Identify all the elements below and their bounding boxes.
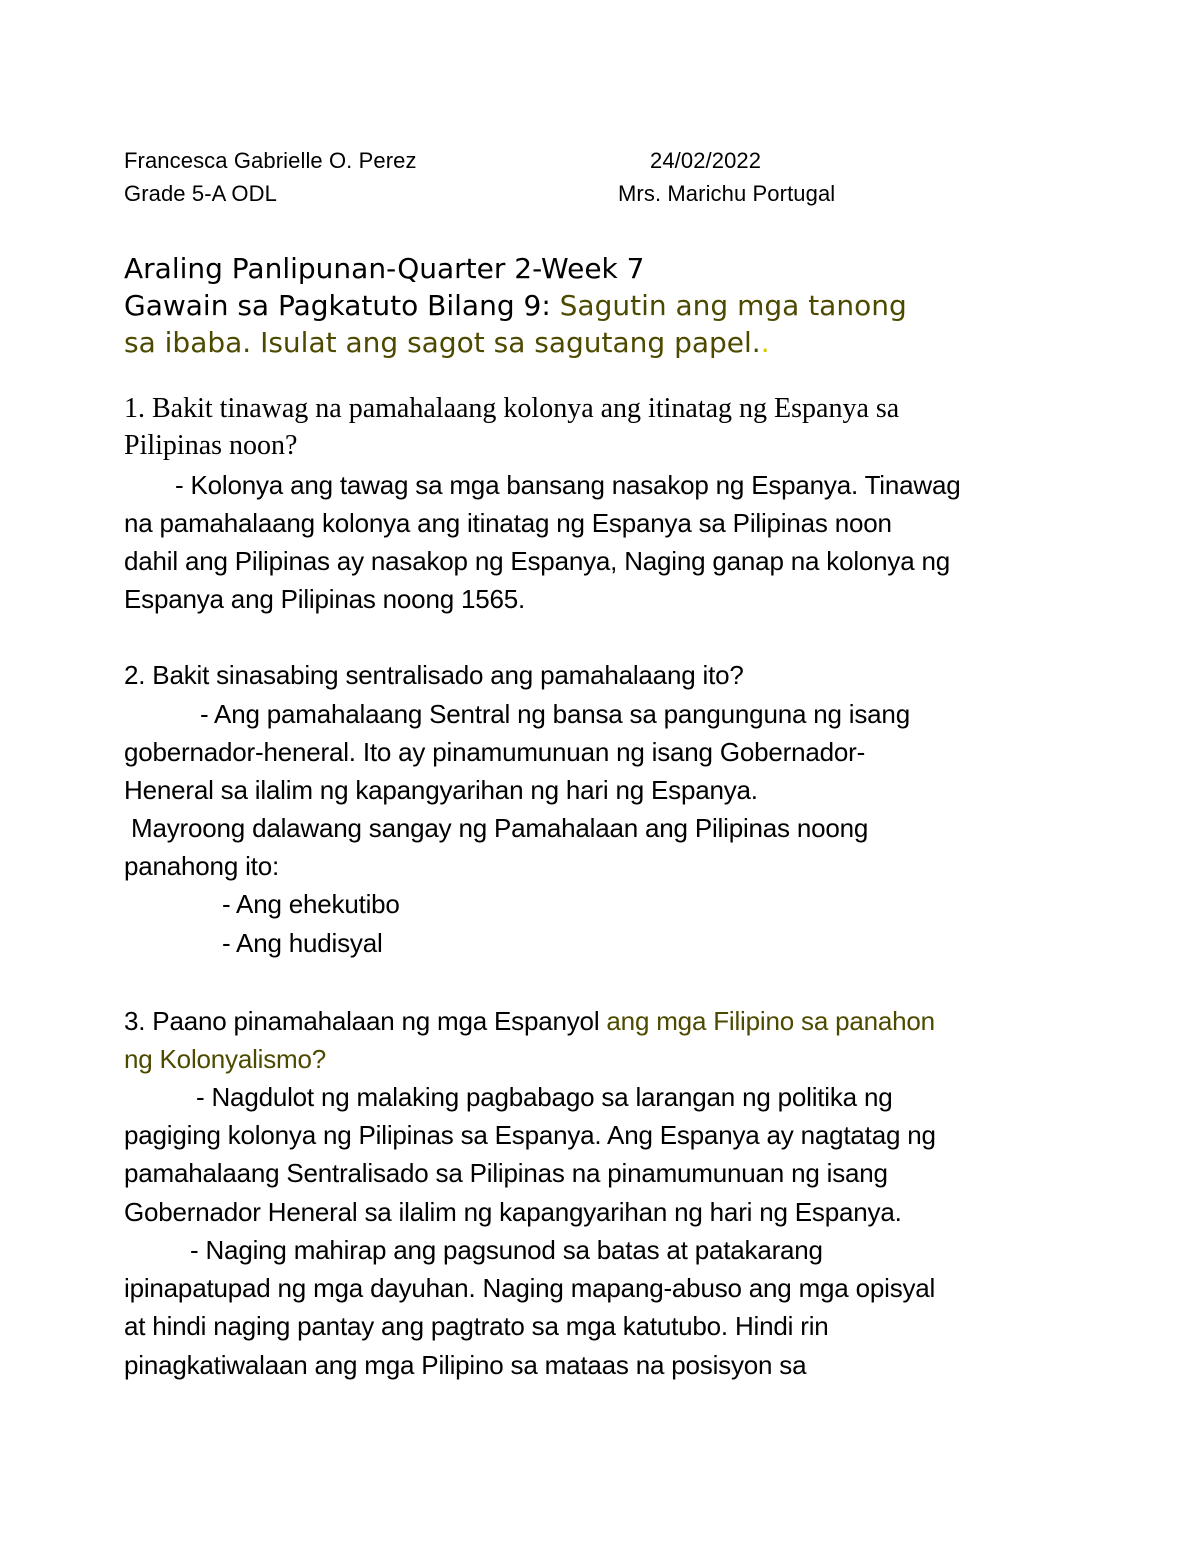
- answer-2-line4: Mayroong dalawang sangay ng Pamahalaan ang Pilipinas noong: [124, 813, 869, 843]
- answer-3-line6: ipinapatupad ng mga dayuhan. Naging mapang-abuso ang mga opisyal: [124, 1273, 936, 1303]
- answer-1-line4: Espanya ang Pilipinas noong 1565.: [124, 584, 526, 614]
- answer-1-line1: - Kolonya ang tawag sa mga bansang nasakop ng Espanya. Tinawag: [175, 470, 961, 500]
- question-3-line1: [124, 1006, 935, 1037]
- question-3-part-black: 3. Paano pinamahalaan ng mga Espanyol: [124, 1006, 607, 1036]
- activity-title: [124, 287, 907, 325]
- question-1-line1: 1. Bakit tinawag na pamahalaang kolonya ang itinatag ng Espanya sa: [124, 393, 900, 424]
- date: 24/02/2022: [650, 148, 762, 173]
- answer-3-line8: pinagkatiwalaan ang mga Pilipino sa mataas na posisyon sa: [124, 1350, 807, 1380]
- activity-label: Gawain sa Pagkatuto Bilang 9:: [124, 289, 560, 322]
- answer-2-line5: panahong ito:: [124, 851, 279, 881]
- branch-hudisyal: - Ang hudisyal: [222, 928, 383, 958]
- grade-section: Grade 5-A ODL: [124, 181, 277, 206]
- question-1-line2: Pilipinas noon?: [124, 430, 298, 461]
- instruction-part1: Sagutin ang mga tanong: [559, 289, 907, 322]
- answer-3-line2: pagiging kolonya ng Pilipinas sa Espanya. Ang Espanya ay nagtatag ng: [124, 1120, 936, 1150]
- answer-3-line1: - Nagdulot ng malaking pagbabago sa larangan ng politika ng: [196, 1082, 893, 1112]
- answer-3-line3: pamahalaang Sentralisado sa Pilipinas na pinamumunuan ng isang: [124, 1158, 888, 1188]
- subject-title: Araling Panlipunan-Quarter 2-Week 7: [124, 252, 645, 285]
- answer-3-line4: Gobernador Heneral sa ilalim ng kapangyarihan ng hari ng Espanya.: [124, 1197, 902, 1227]
- answer-2-line3: Heneral sa ilalim ng kapangyarihan ng hari ng Espanya.: [124, 775, 758, 805]
- student-name: Francesca Gabrielle O. Perez: [124, 148, 417, 173]
- answer-3-line7: at hindi naging pantay ang pagtrato sa mga katutubo. Hindi rin: [124, 1311, 829, 1341]
- branch-ehekutibo: - Ang ehekutibo: [222, 889, 400, 919]
- question-3-part-olive: ang mga Filipino sa panahon: [606, 1006, 935, 1036]
- answer-1-line2: na pamahalaang kolonya ang itinatag ng Espanya sa Pilipinas noon: [124, 508, 892, 538]
- answer-2-line1: - Ang pamahalaang Sentral ng bansa sa pangunguna ng isang: [200, 699, 910, 729]
- instruction-line2: [124, 324, 770, 362]
- instruction-part2: sa ibaba. Isulat ang sagot sa sagutang papel.: [124, 326, 761, 359]
- answer-2-line2: gobernador-heneral. Ito ay pinamumunuan ng isang Gobernador-: [124, 737, 866, 767]
- answer-1-line3: dahil ang Pilipinas ay nasakop ng Espanya, Naging ganap na kolonya ng: [124, 546, 951, 576]
- question-2: 2. Bakit sinasabing sentralisado ang pamahalaang ito?: [124, 660, 744, 690]
- trailing-dot: .: [760, 326, 770, 359]
- answer-3-line5: - Naging mahirap ang pagsunod sa batas at patakarang: [190, 1235, 823, 1265]
- teacher-name: Mrs. Marichu Portugal: [618, 181, 836, 206]
- question-3-line2: ng Kolonyalismo?: [124, 1044, 327, 1074]
